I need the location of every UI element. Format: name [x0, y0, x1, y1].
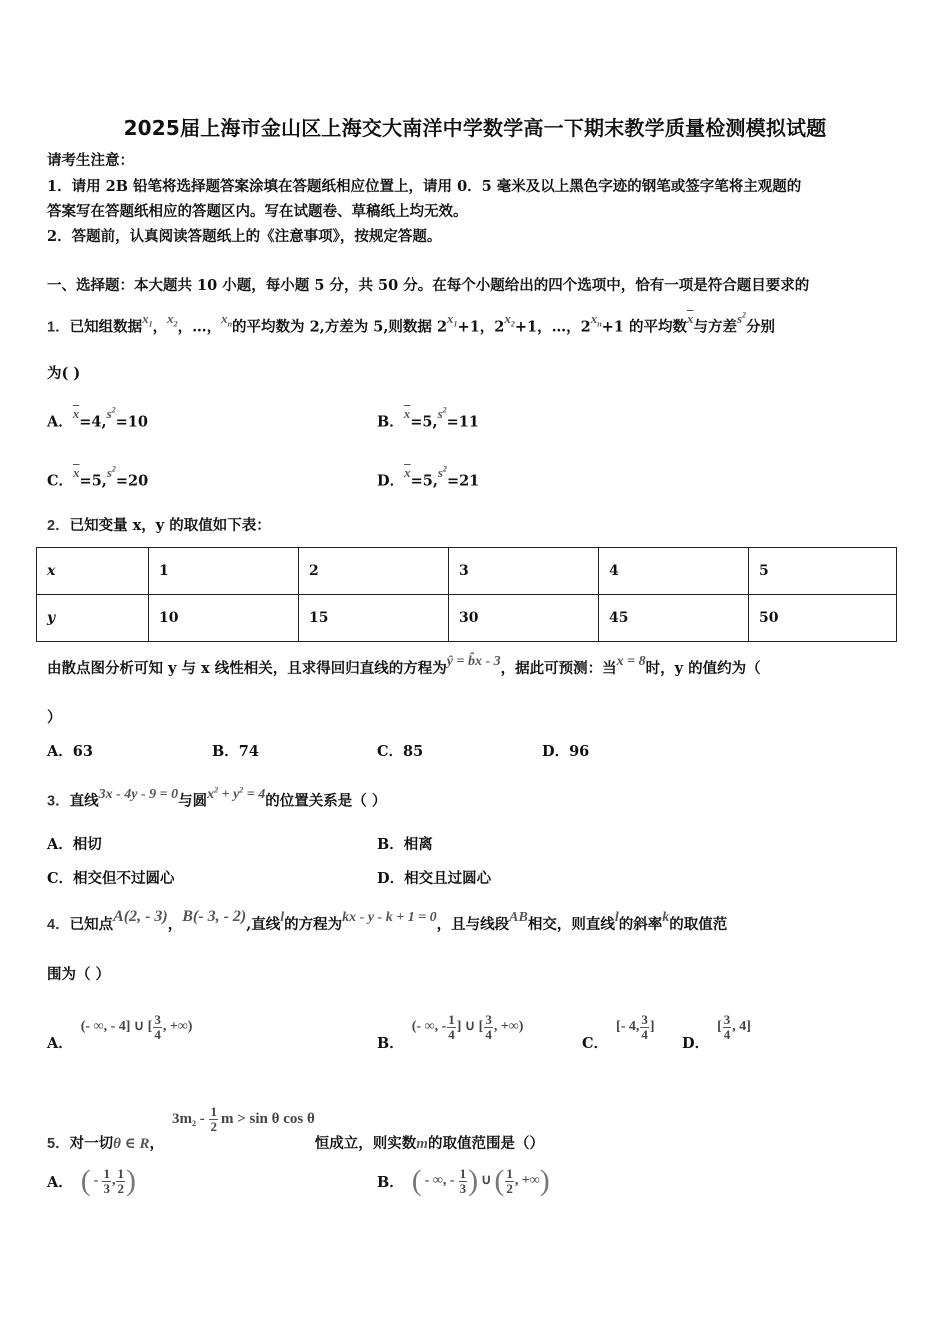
question-2-line: 由散点图分析可知 y 与 x 线性相关，且求得回归直线的方程为ŷ = b̂x - 3，据此可预测：当x = 8时，y 的值约为（	[47, 654, 761, 677]
question-2-cont: ）	[47, 709, 62, 726]
table-cell: 50	[749, 595, 897, 642]
question-4-cont: 围为（ ）	[47, 966, 111, 983]
q4-option-a[interactable]: A． (- ∞, - 4] ∪ [ $\frac{3}{4}$ , +∞)	[47, 1011, 193, 1052]
question-5-stem: 5．对一切θ ∈ R， 3m $_2$ - $\frac{1}{2}$ m > sin θ cos θ 恒成立，则实数m的取值范围是（）	[47, 1103, 544, 1152]
math-point-b: B(- 3, - 2)	[182, 908, 247, 925]
q1-option-b[interactable]: B．$\overline{x}=5,s^2=11$	[377, 406, 479, 431]
math-s-squared: $s^2$	[736, 311, 747, 327]
q4-option-c[interactable]: C． [- 4, $\frac{3}{4}$ ]	[582, 1011, 655, 1052]
question-number: 1．	[47, 319, 70, 336]
q5-option-b[interactable]: B． ( - ∞, - $\frac{1}{3}$ ) ∪ ( $\frac{1}{2}$ , +∞ )	[377, 1164, 550, 1197]
question-3-stem: 3．直线3x - 4y - 9 = 0与圆$x^2 + y^2 = 4$的位置关系是（ ）	[47, 785, 387, 810]
q1-option-c[interactable]: C．$\overline{x}=5,s^2=20$	[47, 465, 149, 490]
question-1-stem: 1．已知组数据$x_1$，$x_2$，…，$x_n$的平均数为 2,方差为 5,则数据 $2x_1+1$，$2x_2+1$，…，$2x_n+1$ 的平均数$\overline{x}$与方差$s^2$分别	[47, 311, 776, 336]
math-x1: $x_1$	[142, 311, 153, 329]
math-point-a: A(2, - 3)	[113, 908, 168, 925]
page-title: 2025届上海市金山区上海交大南洋中学数学高一下期末教学质量检测模拟试题	[123, 116, 827, 140]
notice-line-1a: 1．请用 2B 铅笔将选择题答案涂填在答题纸相应位置上，请用 0．5 毫米及以上黑色字迹的钢笔或签字笔将主观题的	[47, 178, 802, 195]
math-line-eq: kx - y - k + 1 = 0	[342, 910, 437, 925]
question-1-cont: 为( )	[47, 365, 81, 382]
table-cell: 15	[299, 595, 449, 642]
table-cell: 10	[149, 595, 299, 642]
section-heading: 一、选择题：本大题共 10 小题，每小题 5 分，共 50 分。在每个小题给出的四个选项中，恰有一项是符合题目要求的	[47, 277, 810, 294]
q1-option-d[interactable]: D．$\overline{x}=5,s^2=21$	[377, 465, 480, 490]
notice-line-2: 2．答题前，认真阅读答题纸上的《注意事项》，按规定答题。	[47, 228, 442, 245]
math-inequality: 3m $_2$ - $\frac{1}{2}$ m > sin θ cos θ	[171, 1103, 315, 1134]
question-4-stem: 4．已知点A(2, - 3)，B(- 3, - 2),直线l的方程为kx - y - k + 1 = 0，且与线段AB相交，则直线l的斜率k的取值范	[47, 908, 728, 933]
q4-option-b[interactable]: B． (- ∞, - $\frac{1}{4}$ ] ∪ [ $\frac{3}{4}$ , +∞)	[377, 1011, 524, 1052]
math-xbar: $\overline{x}$	[686, 311, 694, 327]
notice-heading: 请考生注意：	[47, 152, 134, 169]
math-xn: $x_n$	[221, 311, 233, 329]
q2-option-d[interactable]: D．96	[542, 743, 590, 760]
table-cell: x	[37, 548, 149, 595]
data-table	[36, 547, 897, 642]
q2-option-c[interactable]: C．85	[377, 743, 424, 760]
table-cell: 4	[599, 548, 749, 595]
table-cell: 3	[449, 548, 599, 595]
math-condition: x = 8	[616, 654, 646, 669]
q3-option-c[interactable]: C．相交但不过圆心	[47, 870, 175, 887]
math-circle-eq: $x^2 + y^2 = 4$	[207, 785, 266, 802]
table-cell: 1	[149, 548, 299, 595]
q2-option-b[interactable]: B．74	[212, 743, 259, 760]
table-cell: 2	[299, 548, 449, 595]
q5-option-a[interactable]: A． ( - $\frac{1}{3}$ , $\frac{1}{2}$ )	[47, 1164, 136, 1197]
table-cell: 30	[449, 595, 599, 642]
math-regression: ŷ = b̂x - 3	[446, 654, 501, 669]
q2-option-a[interactable]: A．63	[47, 743, 93, 760]
table-row	[37, 548, 897, 595]
question-2-stem: 2．已知变量 x，y 的取值如下表：	[47, 517, 271, 534]
table-row	[37, 595, 897, 642]
table-cell: y	[37, 595, 149, 642]
table-cell: 5	[749, 548, 897, 595]
math-x2: $x_2$	[167, 311, 178, 329]
table-cell: 45	[599, 595, 749, 642]
q3-option-d[interactable]: D．相交且过圆心	[377, 870, 492, 887]
q4-option-d[interactable]: D． [ $\frac{3}{4}$ , 4]	[682, 1011, 751, 1052]
q1-option-a[interactable]: A．$\overline{x}=4,s^2=10$	[47, 406, 148, 431]
notice-line-1b: 答案写在答题纸相应的答题区内。写在试题卷、草稿纸上均无效。	[47, 203, 468, 220]
q3-option-b[interactable]: B．相离	[377, 836, 433, 853]
q3-option-a[interactable]: A．相切	[47, 836, 102, 853]
math-line-eq: 3x - 4y - 9 = 0	[98, 786, 179, 802]
